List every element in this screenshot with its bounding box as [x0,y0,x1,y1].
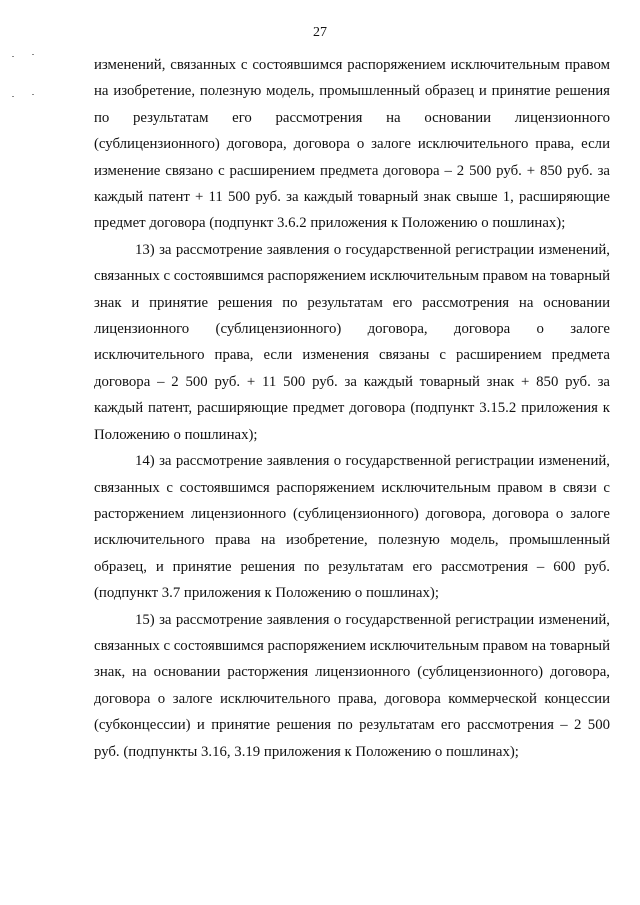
scan-artifacts [8,52,38,102]
paragraph-continuation: изменений, связанных с состоявшимся распоряжением исключительным правом на изобретение, полезную модель, промышленный образец и принятие решения по результатам его рассмотрения на основании лицензионного (сублицензионного) договора, договора о залоге исключительного права, если изменение связано с расширением предмета договора – 2 500 руб. + 850 руб. за каждый патент + 11 500 руб. за каждый товарный знак свыше 1, расширяющие предмет договора (подпункт 3.6.2 приложения к Положению о пошлинах); [94,57,610,232]
paragraph-item-14: 14) за рассмотрение заявления о государственной регистрации изменений, связанных с состоявшимся распоряжением исключительным правом в связи с расторжением лицензионного (сублицензионного) договора, договора о залоге исключительного права на изобретение, полезную модель, промышленный образец, и принятие решения по результатам его рассмотрения – 600 руб. (подпункт 3.7 приложения к Положению о пошлинах); [94,453,610,602]
paragraph-item-13: 13) за рассмотрение заявления о государственной регистрации изменений, связанных с состоявшимся распоряжением исключительным правом на товарный знак и принятие решения по результатам его рассмотрения на основании лицензионного (сублицензионного) договора, договора о залоге исключительного права, если изменения связаны с расширением предмета договора – 2 500 руб. + 11 500 руб. за каждый товарный знак + 850 руб. за каждый патент, расширяющие предмет договора (подпункт 3.15.2 приложения к Положению о пошлинах); [94,241,611,443]
paragraph-item-15: 15) за рассмотрение заявления о государственной регистрации изменений, связанных с состоявшимся распоряжением исключительным правом на товарный знак, на основании расторжения лицензионного (сублицензионного) договора, договора о залоге исключительного права, договора коммерческой концессии (субконцессии) и принятие решения по результатам его рассмотрения – 2 500 руб. (подпункты 3.16, 3.19 приложения к Положению о пошлинах); [94,611,611,760]
document-body [94,52,610,765]
page-number: 27 [313,25,327,40]
